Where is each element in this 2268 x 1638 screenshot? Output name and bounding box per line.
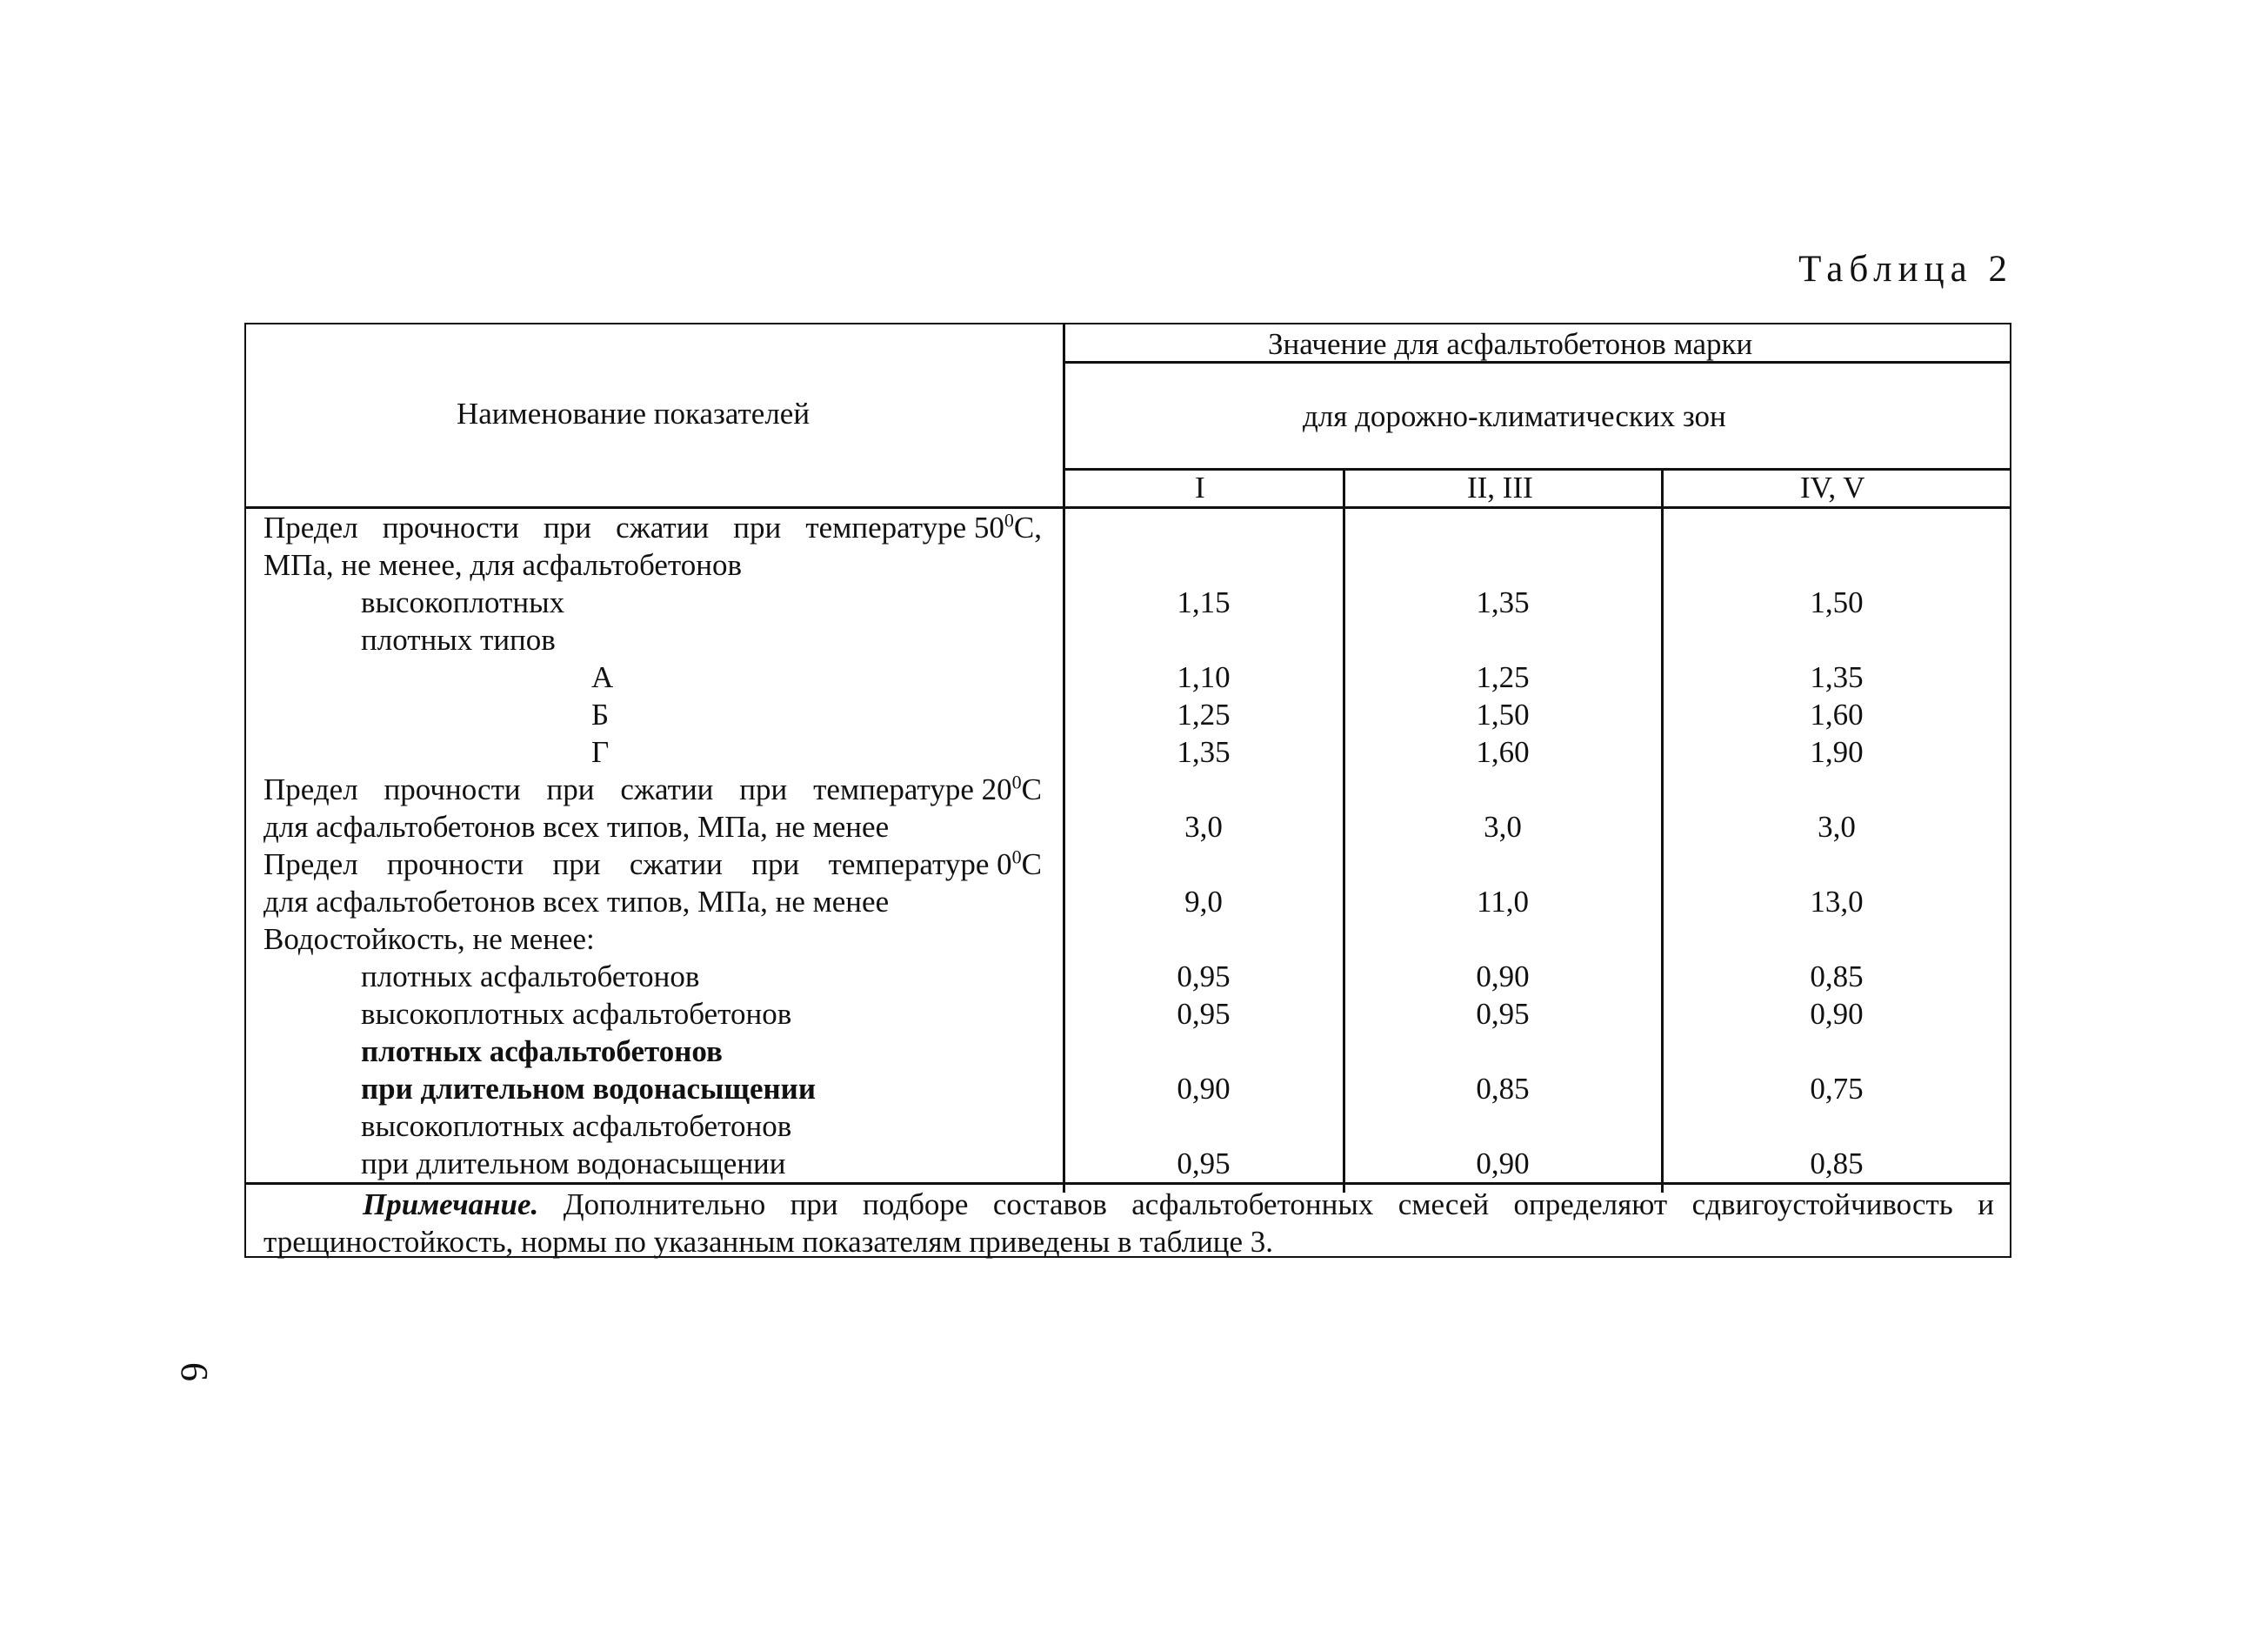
value-cell: 1,60 bbox=[1476, 735, 1530, 769]
value-cell: 0,90 bbox=[1177, 1072, 1231, 1106]
value-cell: 0,90 bbox=[1476, 1147, 1530, 1180]
note-line: трещиностойкость, нормы по указанным показателям приведены в таблице 3. bbox=[263, 1225, 1273, 1259]
value-cell: 0,85 bbox=[1476, 1072, 1530, 1106]
note-word: и bbox=[1978, 1187, 1994, 1221]
row-label: Г bbox=[591, 735, 610, 769]
word-label: Предел bbox=[263, 847, 358, 881]
value-cell: 0,95 bbox=[1177, 997, 1231, 1031]
word-label: при bbox=[546, 772, 595, 806]
value-cell: 0,95 bbox=[1476, 997, 1530, 1031]
value-cell: 13,0 bbox=[1810, 885, 1864, 919]
row-label: для асфальтобетонов всех типов, МПа, не менее bbox=[263, 810, 890, 844]
row-label: Б bbox=[591, 698, 610, 732]
header-zone-3: IV, V bbox=[1800, 471, 1865, 505]
value-cell: 1,25 bbox=[1177, 698, 1231, 732]
word-label: прочности bbox=[384, 772, 521, 806]
word-label: при bbox=[552, 847, 601, 881]
word-label: при bbox=[733, 511, 782, 545]
value-cell: 0,95 bbox=[1177, 1147, 1231, 1180]
note-word: при bbox=[790, 1187, 838, 1221]
note-word: определяют bbox=[1513, 1187, 1668, 1221]
divider bbox=[1063, 323, 1065, 1193]
value-cell: 3,0 bbox=[1184, 810, 1223, 844]
note-line bbox=[263, 1186, 1994, 1223]
value-cell: 1,25 bbox=[1476, 660, 1530, 694]
value-cell: 0,85 bbox=[1810, 1147, 1864, 1180]
value-cell: 1,35 bbox=[1810, 660, 1864, 694]
divider bbox=[1343, 468, 1345, 1193]
degree-superscript: 0 bbox=[1011, 771, 1022, 793]
row-label: МПа, не менее, для асфальтобетонов bbox=[263, 548, 742, 582]
header-zones-label: для дорожно-климатических зон bbox=[1303, 399, 1726, 433]
row-label: высокоплотных асфальтобетонов bbox=[361, 997, 792, 1031]
value-cell: 0,90 bbox=[1476, 959, 1530, 993]
degree-superscript: 0 bbox=[1004, 509, 1014, 532]
header-value-group: Значение для асфальтобетонов марки bbox=[1268, 327, 1753, 361]
word-label: при bbox=[751, 847, 800, 881]
word-label: прочности bbox=[382, 511, 519, 545]
value-cell: 1,90 bbox=[1810, 735, 1864, 769]
value-cell: 1,35 bbox=[1177, 735, 1231, 769]
value-cell: 0,90 bbox=[1810, 997, 1864, 1031]
value-cell: 0,85 bbox=[1810, 959, 1864, 993]
word-label: при bbox=[739, 772, 788, 806]
word-label: Предел bbox=[263, 511, 358, 545]
table-title: Таблица 2 bbox=[1798, 249, 2013, 290]
row-label: высокоплотных bbox=[361, 585, 565, 619]
value-cell: 1,10 bbox=[1177, 660, 1231, 694]
word-label: сжатии bbox=[616, 511, 710, 545]
row-label: А bbox=[591, 660, 614, 694]
value-cell: 1,15 bbox=[1177, 585, 1231, 619]
header-zone-1: I bbox=[1195, 471, 1205, 505]
row-label bbox=[263, 771, 1042, 808]
word-label: Предел bbox=[263, 772, 358, 806]
note-word: составов bbox=[992, 1187, 1107, 1221]
row-label bbox=[263, 846, 1042, 883]
value-cell: 1,50 bbox=[1810, 585, 1864, 619]
row-label: высокоплотных асфальтобетонов bbox=[361, 1109, 792, 1143]
note-title: Примечание. bbox=[363, 1187, 539, 1221]
value-cell: 3,0 bbox=[1818, 810, 1856, 844]
header-zone-2: II, III bbox=[1467, 471, 1533, 505]
page-number: 6 bbox=[173, 1362, 216, 1381]
note-word: Дополнительно bbox=[563, 1187, 766, 1221]
value-cell: 11,0 bbox=[1477, 885, 1529, 919]
value-cell: 3,0 bbox=[1484, 810, 1522, 844]
note-word: подборе bbox=[863, 1187, 969, 1221]
table-note bbox=[263, 1186, 1994, 1260]
row-label bbox=[263, 509, 1042, 546]
row-label: плотных асфальтобетонов bbox=[361, 1034, 723, 1068]
word-label: сжатии bbox=[620, 772, 714, 806]
temperature-label: температуре $20^0С$ bbox=[813, 771, 1042, 806]
word-label: при bbox=[543, 511, 591, 545]
row-label: для асфальтобетонов всех типов, МПа, не менее bbox=[263, 885, 890, 919]
divider bbox=[1063, 361, 2011, 364]
value-cell: 1,35 bbox=[1476, 585, 1530, 619]
header-name-column: Наименование показателей bbox=[457, 397, 810, 431]
word-label: сжатии bbox=[629, 847, 723, 881]
row-label: Водостойкость, не менее: bbox=[263, 922, 595, 956]
word-label: прочности bbox=[387, 847, 524, 881]
note-word: асфальтобетонных bbox=[1131, 1187, 1374, 1221]
row-label: плотных асфальтобетонов bbox=[361, 959, 700, 993]
value-cell: 1,60 bbox=[1810, 698, 1864, 732]
row-label: при длительном водонасыщении bbox=[361, 1072, 816, 1106]
value-cell: 1,50 bbox=[1476, 698, 1530, 732]
degree-superscript: 0 bbox=[1011, 846, 1022, 868]
temperature-label: температуре $0^0С$ bbox=[828, 846, 1042, 881]
value-cell: 9,0 bbox=[1184, 885, 1223, 919]
divider bbox=[1661, 468, 1664, 1193]
row-label: при длительном водонасыщении bbox=[361, 1147, 786, 1180]
note-word: смесей bbox=[1397, 1187, 1490, 1221]
value-cell: 0,75 bbox=[1810, 1072, 1864, 1106]
divider bbox=[244, 1182, 2011, 1185]
row-label: плотных типов bbox=[361, 623, 556, 657]
note-word: сдвигоустойчивость bbox=[1691, 1187, 1953, 1221]
temperature-label: температуре $50^0С$, bbox=[805, 509, 1042, 545]
value-cell: 0,95 bbox=[1177, 959, 1231, 993]
